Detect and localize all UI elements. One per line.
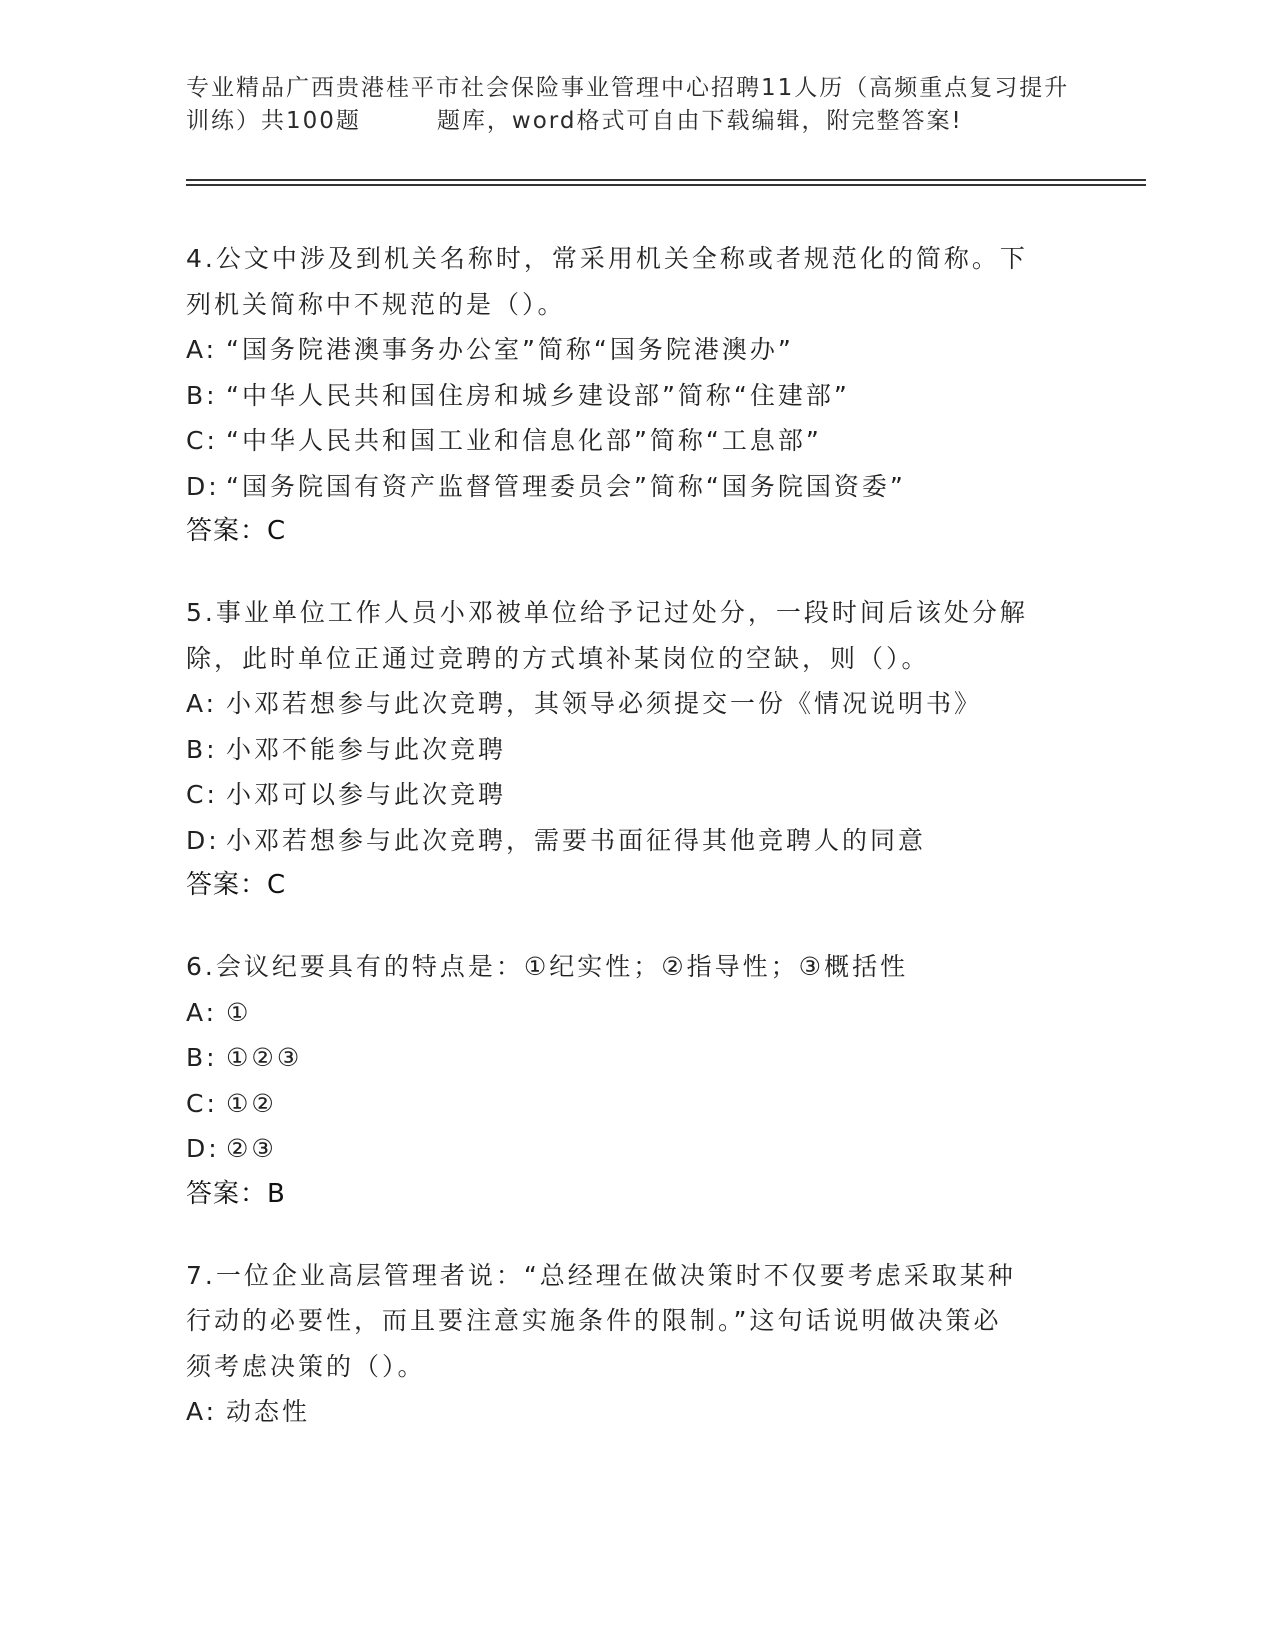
header-title-line-2-left: 训练）共100题 [186, 108, 361, 134]
option-b [186, 1035, 1056, 1081]
header-title-line-2-right: 题库，word格式可自由下载编辑，附完整答案! [436, 108, 963, 134]
option-a [186, 327, 1056, 373]
option-text: 小邓若想参与此次竞聘，需要书面征得其他竞聘人的同意 [226, 825, 927, 855]
option-text: 小邓可以参与此次竞聘 [226, 780, 507, 809]
question-stem-line: 7.一位企业高层管理者说：“总经理在做决策时不仅要考虑采取某种 [186, 1260, 1016, 1290]
question-stem-line: 须考虑决策的（）。 [186, 1351, 426, 1381]
question-6 [186, 944, 1056, 1217]
question-7 [186, 1253, 1056, 1435]
option-key: A: [186, 335, 218, 364]
option-text: “国务院港澳事务办公室”简称“国务院港澳办” [226, 335, 794, 364]
option-text: ②③ [226, 1134, 277, 1163]
option-a [186, 990, 1056, 1036]
option-key: C: [186, 1088, 218, 1118]
question-stem-line: 行动的必要性，而且要注意实施条件的限制。”这句话说明做决策必 [186, 1306, 1002, 1335]
option-key: B: [186, 1043, 218, 1072]
option-text: “中华人民共和国工业和信息化部”简称“工息部” [226, 426, 822, 455]
option-a [186, 681, 1056, 727]
option-d [186, 464, 1056, 510]
option-key: B: [186, 380, 218, 410]
question-4 [186, 236, 1056, 554]
document-header [186, 72, 1086, 138]
question-stem-line: 5.事业单位工作人员小邓被单位给予记过处分，一段时间后该处分解 [186, 598, 1028, 627]
option-text: “国务院国有资产监督管理委员会”简称“国务院国资委” [226, 471, 906, 501]
question-stem-line: 列机关简称中不规范的是（）。 [186, 289, 566, 319]
option-d [186, 818, 1056, 864]
option-key: B: [186, 734, 218, 764]
option-key: D: [186, 1134, 220, 1163]
option-b [186, 373, 1056, 419]
question-stem-line: 6.会议纪要具有的特点是：①纪实性；②指导性；③概括性 [186, 952, 909, 981]
question-stem-line: 4.公文中涉及到机关名称时，常采用机关全称或者规范化的简称。下 [186, 244, 1028, 273]
option-text: ①②③ [226, 1043, 303, 1072]
option-key: A: [186, 689, 218, 718]
question-stem-line: 除，此时单位正通过竞聘的方式填补某岗位的空缺，则（）。 [186, 643, 930, 673]
question-5 [186, 590, 1056, 908]
header-divider-bottom [186, 184, 1146, 186]
header-title-line-1: 专业精品广西贵港桂平市社会保险事业管理中心招聘11人历（高频重点复习提升 [186, 75, 1070, 101]
option-key: A: [186, 997, 218, 1027]
option-key: D: [186, 825, 220, 855]
header-title-line-2 [186, 105, 1086, 138]
option-text: “中华人民共和国住房和城乡建设部”简称“住建部” [226, 380, 850, 410]
option-c [186, 772, 1056, 818]
option-b [186, 727, 1056, 773]
option-key: C: [186, 426, 218, 455]
option-key: D: [186, 471, 220, 501]
option-text: ①② [226, 1088, 277, 1118]
option-text: ① [226, 997, 252, 1027]
answer-label: 答案：C [186, 870, 287, 900]
answer-label: 答案：C [186, 516, 287, 546]
option-text: 小邓不能参与此次竞聘 [226, 734, 507, 764]
option-text: 小邓若想参与此次竞聘，其领导必须提交一份《情况说明书》 [226, 689, 983, 718]
option-c [186, 418, 1056, 464]
option-c [186, 1081, 1056, 1127]
header-divider-top [186, 179, 1146, 181]
question-list [186, 236, 1056, 1471]
option-a [186, 1389, 1056, 1435]
option-d [186, 1126, 1056, 1172]
answer-label: 答案：B [186, 1178, 286, 1209]
option-key: C: [186, 780, 218, 809]
option-text: 动态性 [226, 1397, 311, 1426]
option-key: A: [186, 1397, 218, 1426]
